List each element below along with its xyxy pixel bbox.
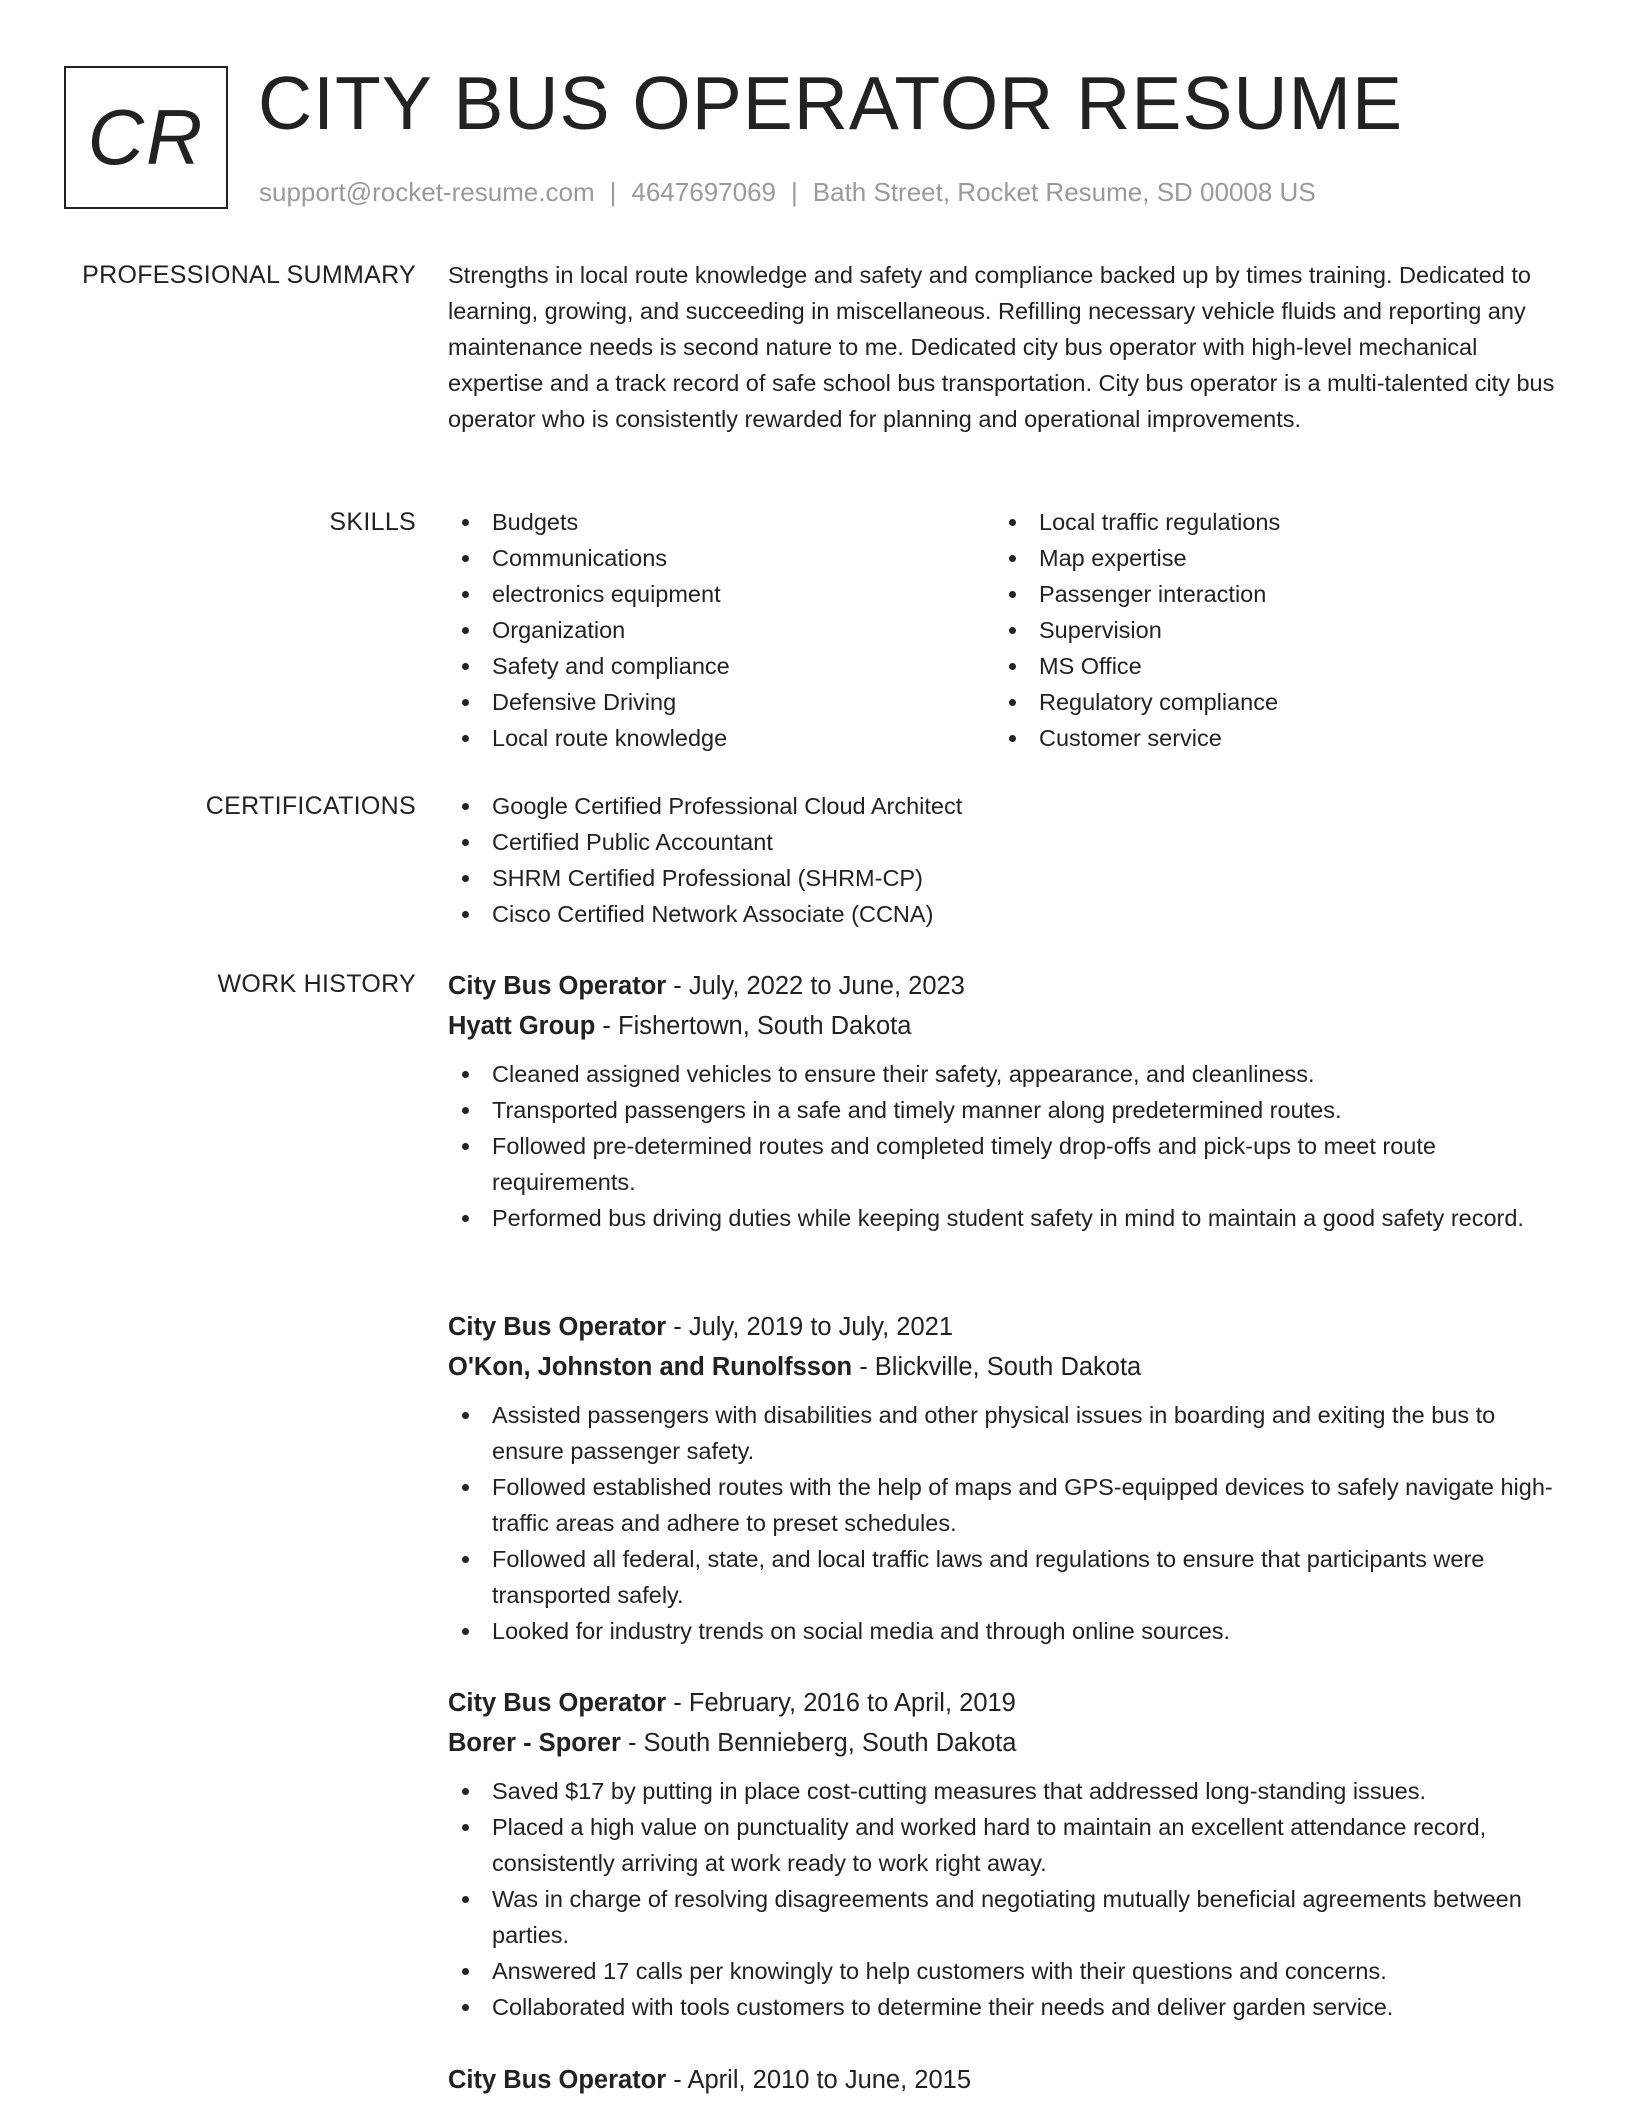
work-history-heading: WORK HISTORY (217, 970, 416, 998)
skill-item: Communications (448, 540, 968, 576)
job-location: - Blickville, South Dakota (852, 1353, 1142, 1381)
job-title-line (448, 1307, 1568, 1347)
job-location: - Fishertown, South Dakota (595, 1012, 912, 1040)
skill-item: Local traffic regulations (995, 504, 1515, 540)
skill-item: Safety and compliance (448, 648, 968, 684)
job-company: Hyatt Group (448, 1012, 596, 1040)
skill-item: Customer service (995, 720, 1515, 756)
job-title: City Bus Operator (448, 972, 667, 1000)
job-duty: Followed established routes with the help of maps and GPS-equipped devices to safely navigate high-traffic areas and adhere to preset schedules. (448, 1469, 1568, 1541)
job-duty: Saved $17 by putting in place cost-cutting measures that addressed long-standing issues. (448, 1773, 1568, 1809)
job-duty: Placed a high value on punctuality and worked hard to maintain an excellent attendance record, consistently arriving at work ready to work right away. (448, 1809, 1568, 1881)
job-title: City Bus Operator (448, 1689, 667, 1717)
job-title-line (448, 2060, 1568, 2100)
skills-list-right (995, 504, 1515, 756)
skill-item: Supervision (995, 612, 1515, 648)
job-company-line (448, 1006, 1568, 1046)
job-duty: Was in charge of resolving disagreements and negotiating mutually beneficial agreements between parties. (448, 1881, 1568, 1953)
skills-columns (448, 504, 1568, 756)
job-duties (448, 1397, 1568, 1649)
job-dates: - July, 2019 to July, 2021 (666, 1313, 954, 1341)
job-company: O'Kon, Johnston and Runolfsson (448, 1353, 853, 1381)
job-duty: Assisted passengers with disabilities and other physical issues in boarding and exiting the bus to ensure passenger safety. (448, 1397, 1568, 1469)
job-duty: Cleaned assigned vehicles to ensure their safety, appearance, and cleanliness. (448, 1056, 1568, 1092)
skill-item: Passenger interaction (995, 576, 1515, 612)
job-duty: Looked for industry trends on social media and through online sources. (448, 1613, 1568, 1649)
certification-item: Google Certified Professional Cloud Architect (448, 788, 1568, 824)
job-company: Borer - Sporer (448, 1729, 621, 1757)
job-duty: Answered 17 calls per knowingly to help customers with their questions and concerns. (448, 1953, 1568, 1989)
job-duty: Followed all federal, state, and local traffic laws and regulations to ensure that participants were transported safely. (448, 1541, 1568, 1613)
skill-item: Defensive Driving (448, 684, 968, 720)
certification-item: SHRM Certified Professional (SHRM-CP) (448, 860, 1568, 896)
skill-item: Map expertise (995, 540, 1515, 576)
job-duty: Collaborated with tools customers to determine their needs and deliver garden service. (448, 1989, 1568, 2025)
skills-list-left (448, 504, 968, 756)
job-duties (448, 1773, 1568, 2025)
job-location: - South Bennieberg, South Dakota (620, 1729, 1017, 1757)
summary-heading: PROFESSIONAL SUMMARY (82, 261, 416, 289)
job-duty: Performed bus driving duties while keeping student safety in mind to maintain a good safety record. (448, 1200, 1568, 1236)
certification-item: Cisco Certified Network Associate (CCNA) (448, 896, 1568, 932)
job-company-line (448, 1347, 1568, 1387)
contact-address: Bath Street, Rocket Resume, SD 00008 US (812, 177, 1316, 207)
resume-title: CITY BUS OPERATOR RESUME (258, 61, 1404, 145)
job-dates: - July, 2022 to June, 2023 (666, 972, 965, 1000)
job-duty: Followed pre-determined routes and completed timely drop-offs and pick-ups to meet route requirements. (448, 1128, 1568, 1200)
job-duties (448, 1056, 1568, 1236)
skill-item: Regulatory compliance (995, 684, 1515, 720)
skill-item: Budgets (448, 504, 968, 540)
contact-line (259, 175, 1316, 209)
contact-separator: | (609, 177, 617, 207)
certifications-list (448, 788, 1568, 932)
monogram-initials: CR (87, 93, 205, 181)
job-title-line (448, 966, 1568, 1006)
skill-item: Local route knowledge (448, 720, 968, 756)
job-company-line (448, 1723, 1568, 1763)
contact-separator: | (791, 177, 798, 207)
skill-item: MS Office (995, 648, 1515, 684)
job-title: City Bus Operator (448, 1313, 667, 1341)
contact-phone[interactable]: 4647697069 (631, 177, 776, 207)
job-duty: Transported passengers in a safe and timely manner along predetermined routes. (448, 1092, 1568, 1128)
certifications-heading: CERTIFICATIONS (205, 792, 416, 820)
skill-item: Organization (448, 612, 968, 648)
skills-heading: SKILLS (329, 508, 416, 536)
job-title: City Bus Operator (448, 2066, 667, 2094)
job-title-line (448, 1683, 1568, 1723)
job-dates: - April, 2010 to June, 2015 (666, 2066, 972, 2094)
skill-item: electronics equipment (448, 576, 968, 612)
certification-item: Certified Public Accountant (448, 824, 1568, 860)
monogram-box (64, 66, 228, 209)
job-dates: - February, 2016 to April, 2019 (666, 1689, 1016, 1717)
contact-email[interactable]: support@rocket-resume.com (259, 177, 595, 207)
summary-text: Strengths in local route knowledge and safety and compliance backed up by times training. Dedicated to learning, growing, and succeeding in miscellaneous. Refilling necessary vehicle fluids and reporting any maintenance needs is second nature to me. Dedicated city bus operator with high-level mechanical expertise and a track record of safe school bus transportation. City bus operator is a multi-talented city bus operator who is consistently rewarded for planning and operational improvements. (448, 262, 1555, 432)
